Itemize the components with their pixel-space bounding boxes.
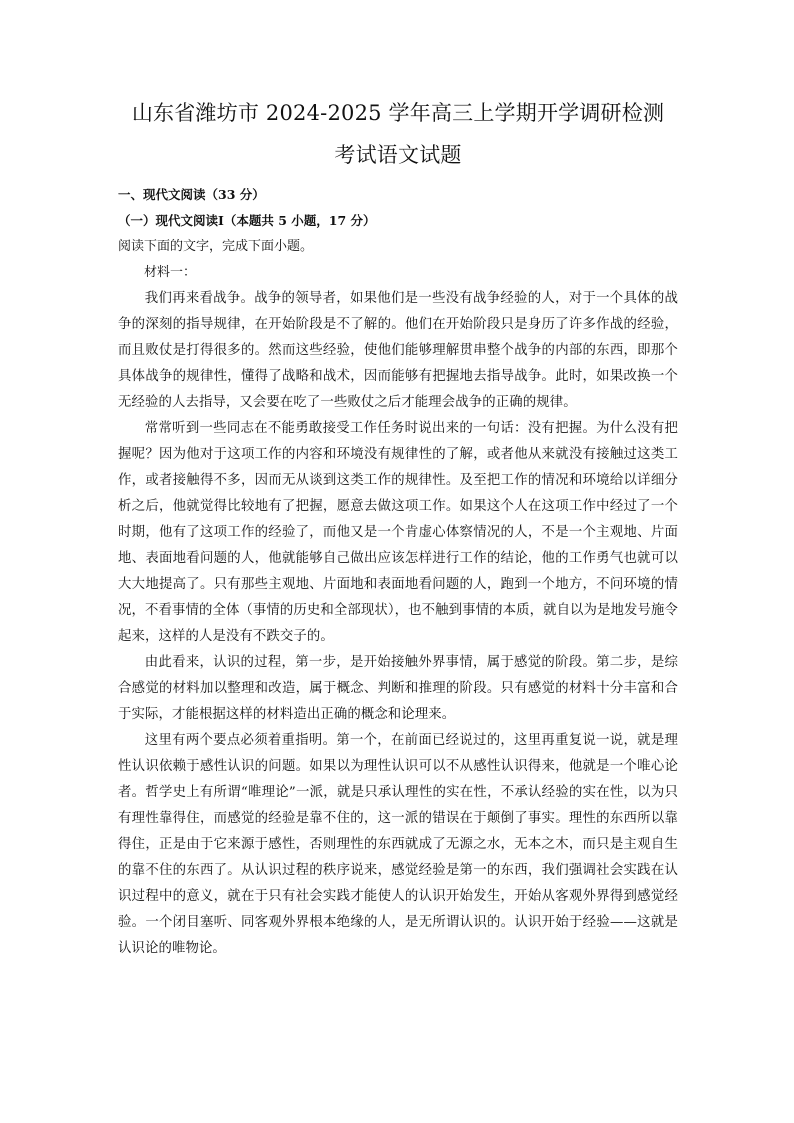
subsection-heading: （一）现代文阅读Ⅰ（本题共 5 小题，17 分） bbox=[118, 213, 376, 228]
reading-instruction: 阅读下面的文字，完成下面小题。 bbox=[118, 239, 314, 254]
exam-title-line1: 山东省潍坊市 2024-2025 学年高三上学期开学调研检测 bbox=[131, 101, 665, 125]
paragraph-cognition-process: 由此看来，认识的过程，第一步，是开始接触外界事情，属于感觉的阶段。第二步，是综合感觉的材料加以整理和改造，属于概念、判断和推理的阶段。只有感觉的材料十分丰富和合于实际，才能根据这样的材料造出正确的概念和论理来。 bbox=[118, 655, 678, 722]
paragraph-key-points: 这里有两个要点必须着重指明。第一个，在前面已经说过的，这里再重复说一说，就是理性认识依赖于感性认识的问题。如果以为理性认识可以不从感性认识得来，他就是一个唯心论者。哲学史上有所谓“唯理论”一派，就是只承认理性的实在性，不承认经验的实在性，以为只有理性靠得住，而感觉的经验是靠不住的，这一派的错误在于颠倒了事实。理性的东西所以靠得住，正是由于它来源于感性，否则理性的东西就成了无源之水，无本之木，而只是主观自生的靠不住的东西了。从认识过程的秩序说来，感觉经验是第一的东西，我们强调社会实践在认识过程中的意义，就在于只有社会实践才能使人的认识开始发生，开始从客观外界得到感觉经验。一个闭目塞听、同客观外界根本绝缘的人，是无所谓认识的。认识开始于经验——这就是认识论的唯物论。 bbox=[118, 733, 678, 956]
exam-page bbox=[118, 92, 678, 962]
exam-title-line2: 考试语文试题 bbox=[334, 143, 462, 167]
paragraph-war: 我们再来看战争。战争的领导者，如果他们是一些没有战争经验的人，对于一个具体的战争的深刻的指导规律，在开始阶段是不了解的。他们在开始阶段只是身历了许多作战的经验，而且败仗是打得很多的。然而这些经验，使他们能够理解贯串整个战争的内部的东西，即那个具体战争的规律性，懂得了战略和战术，因而能够有把握地去指导战争。此时，如果改换一个无经验的人去指导，又会要在吃了一些败仗之后才能理会战争的正确的规律。 bbox=[118, 291, 678, 410]
section-heading: 一、现代文阅读（33 分） bbox=[118, 187, 265, 202]
paragraph-confidence: 常常听到一些同志在不能勇敢接受工作任务时说出来的一句话：没有把握。为什么没有把握呢？因为他对于这项工作的内容和环境没有规律性的了解，或者他从来就没有接触过这类工作，或者接触得不多，因而无从谈到这类工作的规律性。及至把工作的情况和环境给以详细分析之后，他就觉得比较地有了把握，愿意去做这项工作。如果这个人在这项工作中经过了一个时期，他有了这项工作的经验了，而他又是一个肯虚心体察情况的人，不是一个主观地、片面地、表面地看问题的人，他就能够自己做出应该怎样进行工作的结论，他的工作勇气也就可以大大地提高了。只有那些主观地、片面地和表面地看问题的人，跑到一个地方，不问环境的情况，不看事情的全体（事情的历史和全部现状），也不触到事情的本质，就自以为是地发号施令起来，这样的人是没有不跌交子的。 bbox=[118, 421, 678, 644]
material-label: 材料一： bbox=[144, 265, 197, 280]
